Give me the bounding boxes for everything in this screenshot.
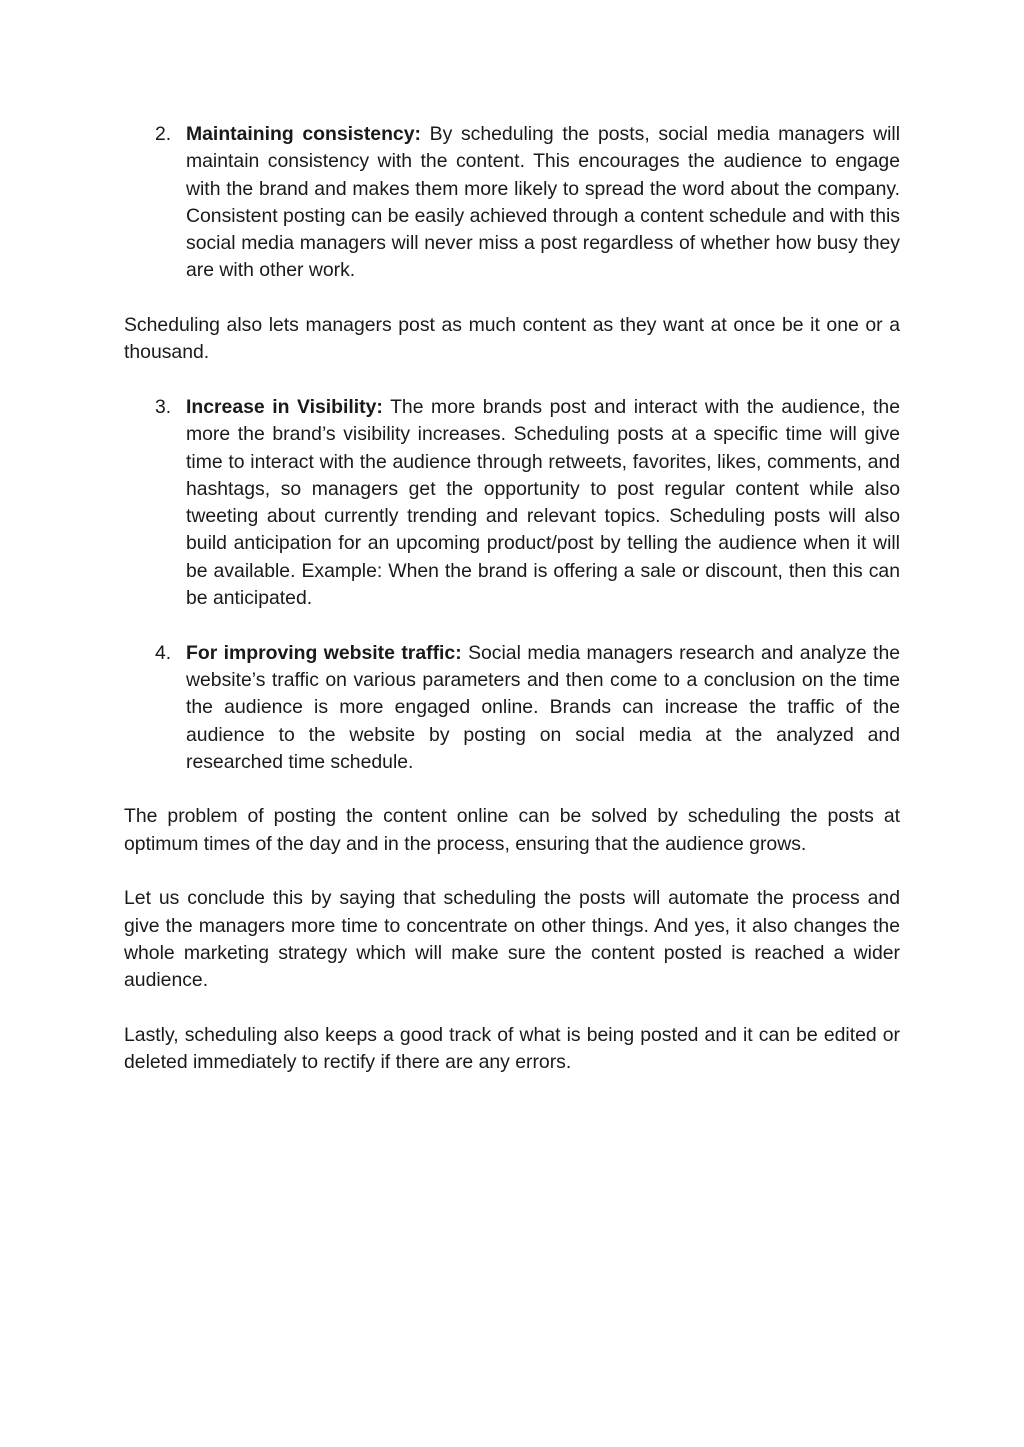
paragraph-problem-posting: The problem of posting the content online can be solved by scheduling the posts at optimum times of the day and in the process, ensuring that the audience grows. xyxy=(124,805,900,855)
document-page xyxy=(124,121,900,1104)
list-number: 2. xyxy=(155,123,172,145)
paragraph-scheduling-content: Scheduling also lets managers post as much content as they want at once be it one or a thousand. xyxy=(124,314,900,364)
paragraph-conclusion: Let us conclude this by saying that scheduling the posts will automate the process and give the managers more time to concentrate on other things. And yes, it also changes the whole marketing strategy which will make sure the content posted is reached a wider audience. xyxy=(124,887,900,992)
list-heading: Maintaining consistency: xyxy=(186,123,421,145)
paragraph-lastly: Lastly, scheduling also keeps a good track of what is being posted and it can be edited or deleted immediately to rectify if there are any errors. xyxy=(124,1023,900,1074)
list-item-increase-visibility xyxy=(124,394,900,612)
list-number: 3. xyxy=(155,395,172,418)
list-heading: For improving website traffic: xyxy=(186,641,462,664)
list-heading: Increase in Visibility: xyxy=(186,395,383,418)
list-text: Social media managers research and analyze the website’s traffic on various parameters and then come to a conclusion on the time the audience is more engaged online. Brands can increase the traffic of the audience to the website by posting on social media at the analyzed and researched time schedule. xyxy=(186,641,901,773)
list-text: By scheduling the posts, social media managers will maintain consistency with the content. This encourages the audience to engage with the brand and makes them more likely to spread the word about the company. Consistent posting can be easily achieved through a content schedule and with this social media managers will never miss a post regardless of whether how busy they are with other work. xyxy=(186,123,900,282)
list-item-maintaining-consistency xyxy=(124,121,900,285)
list-number: 4. xyxy=(155,641,172,664)
list-item-website-traffic xyxy=(124,640,900,776)
list-text: The more brands post and interact with the audience, the more the brand’s visibility increases. Scheduling posts at a specific time will give time to interact with the audience through retweets, favorites, likes, comments, and hashtags, so managers get the opportunity to post regular content while also tweeting about currently trending and relevant topics. Scheduling posts will also build anticipation for an upcoming product/post by telling the audience when it will be available. Example: When the brand is offering a sale or discount, then this can be anticipated. xyxy=(186,395,901,610)
